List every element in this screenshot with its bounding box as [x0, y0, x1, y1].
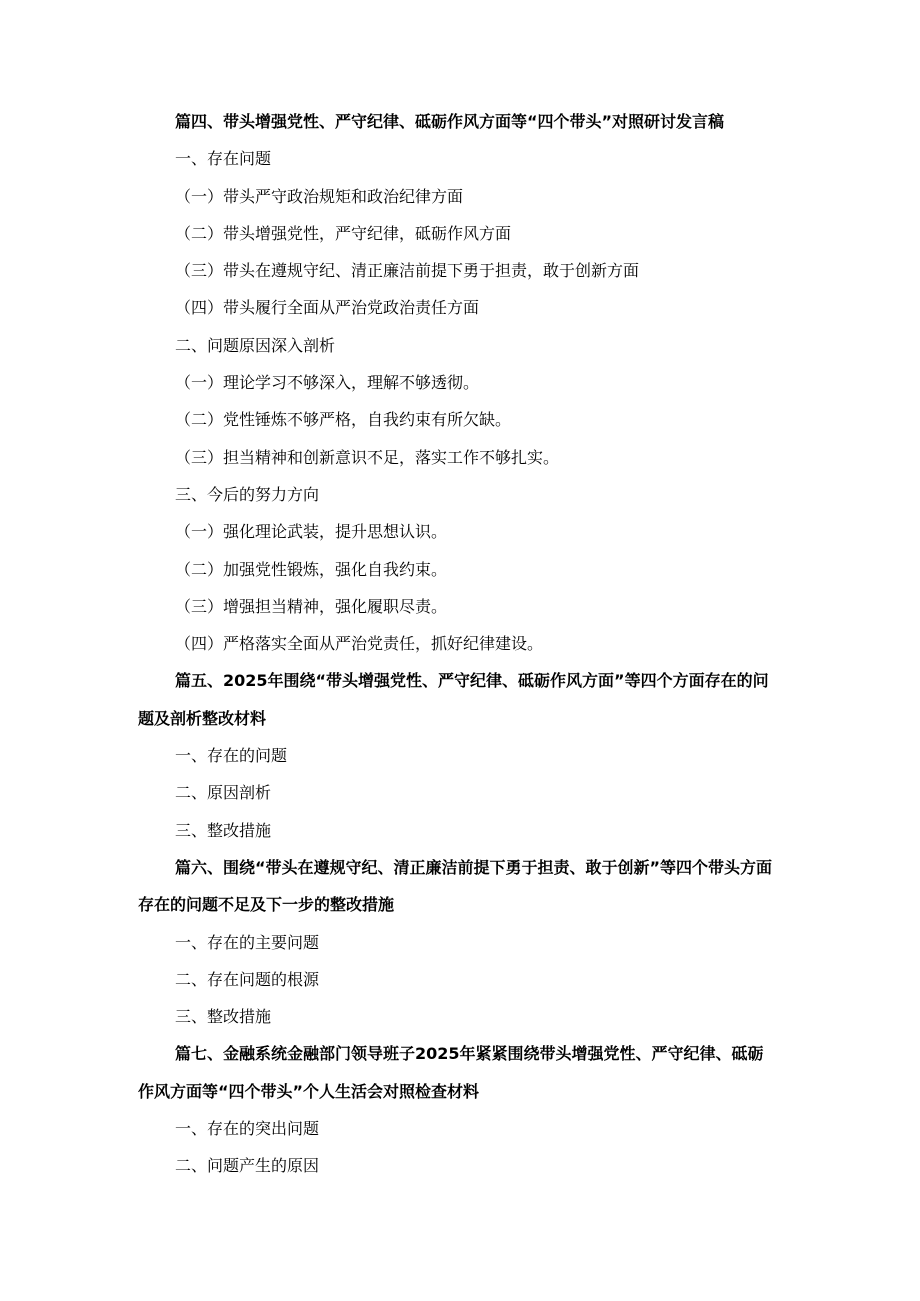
outline-item: 二、问题原因深入剖析 [175, 335, 336, 355]
outline-item: （一）带头严守政治规矩和政治纪律方面 [175, 186, 464, 206]
outline-item: 二、原因剖析 [175, 783, 272, 803]
outline-item: （二）带头增强党性，严守纪律，砥砺作风方面 [175, 223, 512, 243]
outline-item: （三）担当精神和创新意识不足，落实工作不够扎实。 [175, 447, 560, 467]
outline-item: 二、存在问题的根源 [175, 969, 320, 989]
outline-item: （三）带头在遵规守纪、清正廉洁前提下勇于担责，敢于创新方面 [175, 261, 640, 281]
outline-item: 三、整改措施 [175, 820, 272, 840]
outline-item: （一）强化理论武装，提升思想认识。 [175, 522, 448, 542]
outline-item: （二）党性锤炼不够严格，自我约束有所欠缺。 [175, 410, 512, 430]
outline-item: 二、问题产生的原因 [175, 1156, 320, 1176]
section-title: 篇六、围绕“带头在遵规守纪、清正廉洁前提下勇于担责、敢于创新”等四个带头方面存在的问题不足及下一步的整改措施 [138, 857, 773, 915]
outline-item: 一、存在的突出问题 [175, 1119, 320, 1139]
section-title: 篇五、2025年围绕“带头增强党性、严守纪律、砥砺作风方面”等四个方面存在的问题及剖析整改材料 [138, 671, 769, 728]
outline-item: 一、存在的问题 [175, 746, 288, 766]
outline-item: 三、今后的努力方向 [175, 484, 320, 504]
outline-item: （二）加强党性锻炼，强化自我约束。 [175, 559, 448, 579]
outline-item: 一、存在的主要问题 [175, 932, 320, 952]
document-body [138, 103, 778, 1185]
section-title: 篇七、金融系统金融部门领导班子2025年紧紧围绕带头增强党性、严守纪律、砥砺作风方面等“四个带头”个人生活会对照检查材料 [138, 1044, 764, 1101]
section-title: 篇四、带头增强党性、严守纪律、砥砺作风方面等“四个带头”对照研讨发言稿 [175, 112, 725, 131]
outline-item: （一）理论学习不够深入，理解不够透彻。 [175, 373, 480, 393]
outline-item: （四）严格落实全面从严治党责任，抓好纪律建设。 [175, 634, 544, 654]
outline-item: 一、存在问题 [175, 149, 272, 169]
outline-item: （三）增强担当精神，强化履职尽责。 [175, 596, 448, 616]
outline-item: （四）带头履行全面从严治党政治责任方面 [175, 298, 480, 318]
outline-item: 三、整改措施 [175, 1007, 272, 1027]
